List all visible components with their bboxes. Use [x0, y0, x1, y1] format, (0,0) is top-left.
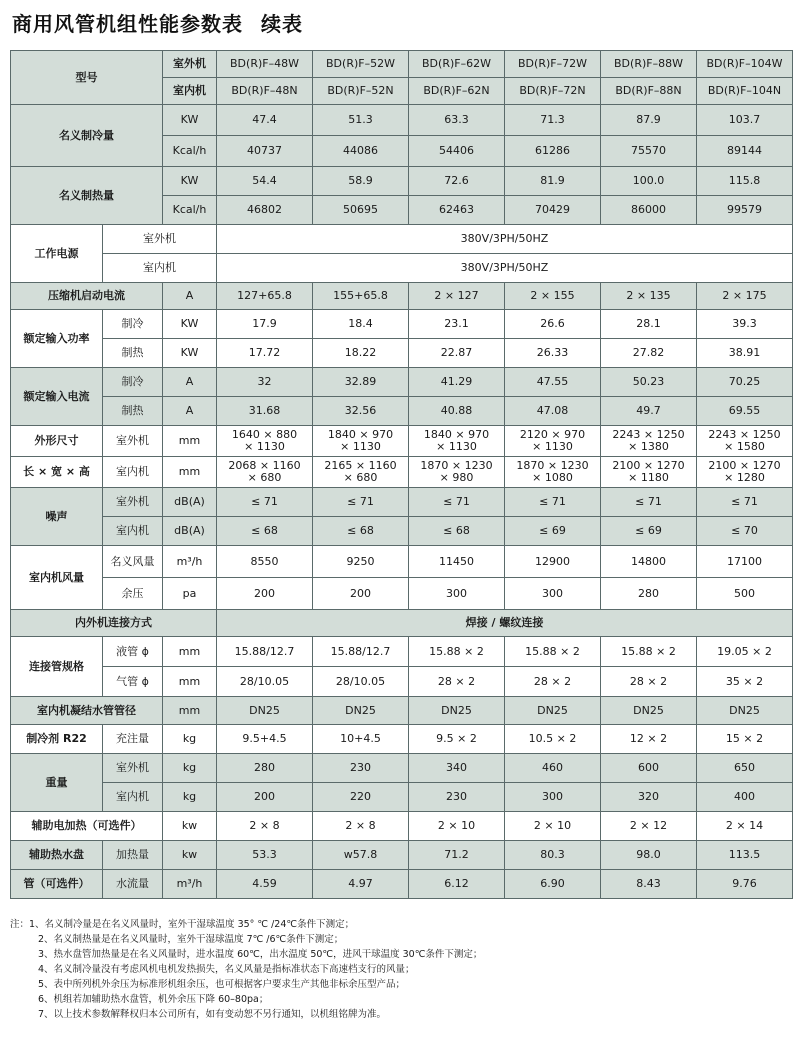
cell-line: × 1580 — [724, 440, 765, 453]
cell-line: 2243 × 1250 — [612, 428, 685, 441]
value-cell: 22.87 — [409, 339, 505, 368]
table-row — [11, 488, 793, 517]
value-cell: BD(R)F–48N — [217, 78, 313, 105]
unit-cell: m³/h — [163, 546, 217, 578]
cell-line: 2068 × 1160 — [228, 459, 301, 472]
value-cell: 40737 — [217, 136, 313, 167]
value-cell: 300 — [409, 578, 505, 610]
value-cell: 71.3 — [505, 105, 601, 136]
cell-line: 2243 × 1250 — [708, 428, 781, 441]
value-cell: 200 — [217, 578, 313, 610]
label-model: 型号 — [11, 51, 163, 105]
value-cell: 2 × 12 — [601, 812, 697, 841]
table-row — [11, 397, 793, 426]
table-row — [11, 783, 793, 812]
table-row — [11, 812, 793, 841]
value-cell — [697, 426, 793, 457]
sub-label: 气管 ϕ — [103, 667, 163, 697]
value-cell: 17100 — [697, 546, 793, 578]
value-cell — [313, 457, 409, 488]
value-cell: BD(R)F–104W — [697, 51, 793, 78]
sub-label: 室外机 — [103, 426, 163, 457]
value-cell: 41.29 — [409, 368, 505, 397]
unit-cell: mm — [163, 637, 217, 667]
label-input-current: 额定输入电流 — [11, 368, 103, 426]
unit-cell: mm — [163, 697, 217, 725]
value-cell: 28/10.05 — [313, 667, 409, 697]
value-cell: 51.3 — [313, 105, 409, 136]
table-row — [11, 457, 793, 488]
value-cell: 8.43 — [601, 870, 697, 899]
value-cell: 32 — [217, 368, 313, 397]
value-cell: ≤ 70 — [697, 517, 793, 546]
value-cell: 155+65.8 — [313, 283, 409, 310]
value-cell: 500 — [697, 578, 793, 610]
value-cell: 4.97 — [313, 870, 409, 899]
value-cell: 200 — [313, 578, 409, 610]
cell-line: × 680 — [343, 471, 378, 484]
value-cell: 127+65.8 — [217, 283, 313, 310]
sub-label: 制热 — [103, 397, 163, 426]
sub-label: 水流量 — [103, 870, 163, 899]
note-line: 注：1、名义制冷量是在名义风量时，室外干湿球温度 35° ℃ /24℃条件下测定； — [10, 919, 355, 930]
value-cell: ≤ 68 — [217, 517, 313, 546]
value-cell: 100.0 — [601, 167, 697, 196]
table-row — [11, 426, 793, 457]
table-row — [11, 610, 793, 637]
unit-cell: KW — [163, 105, 217, 136]
value-cell: 35 × 2 — [697, 667, 793, 697]
sub-label: 室内机 — [103, 457, 163, 488]
value-cell: 26.6 — [505, 310, 601, 339]
value-cell: 2 × 155 — [505, 283, 601, 310]
table-row — [11, 254, 793, 283]
cell-line: × 980 — [439, 471, 474, 484]
table-row — [11, 517, 793, 546]
unit-cell: mm — [163, 667, 217, 697]
value-cell: 230 — [409, 783, 505, 812]
value-cell: 9.76 — [697, 870, 793, 899]
value-cell: 12900 — [505, 546, 601, 578]
value-cell: 10+4.5 — [313, 725, 409, 754]
unit-cell: mm — [163, 426, 217, 457]
value-cell: 18.4 — [313, 310, 409, 339]
cell-line: × 1280 — [724, 471, 765, 484]
label-dimensions: 外形尺寸 — [11, 426, 103, 457]
value-cell: ≤ 68 — [409, 517, 505, 546]
value-cell: 17.72 — [217, 339, 313, 368]
label-hot-water-optional: 管（可选件） — [11, 870, 103, 899]
label-noise: 噪声 — [11, 488, 103, 546]
value-cell: 27.82 — [601, 339, 697, 368]
spec-table — [10, 50, 793, 899]
value-cell: ≤ 71 — [409, 488, 505, 517]
value-cell: 32.89 — [313, 368, 409, 397]
cell-line: 1870 × 1230 — [516, 459, 589, 472]
value-cell: 38.91 — [697, 339, 793, 368]
value-cell: 61286 — [505, 136, 601, 167]
cell-line: 1840 × 970 — [327, 428, 394, 441]
value-cell: 10.5 × 2 — [505, 725, 601, 754]
value-cell: 47.4 — [217, 105, 313, 136]
note-line: 3、热水盘管加热量是在名义风量时，进水温度 60℃，出水温度 50℃，进风干球温度 30℃条件下测定； — [38, 949, 483, 960]
value-cell: 80.3 — [505, 841, 601, 870]
value-cell: 600 — [601, 754, 697, 783]
value-cell: 320 — [601, 783, 697, 812]
cell-line: × 1080 — [532, 471, 573, 484]
sub-label: 室外机 — [103, 225, 217, 254]
value-cell: 12 × 2 — [601, 725, 697, 754]
table-row — [11, 725, 793, 754]
sub-label: 室内机 — [103, 517, 163, 546]
unit-cell: mm — [163, 457, 217, 488]
sub-label: 充注量 — [103, 725, 163, 754]
value-cell: 75570 — [601, 136, 697, 167]
note-line: 7、以上技术参数解释权归本公司所有，如有变动恕不另行通知，以机组铭牌为准。 — [38, 1009, 387, 1020]
value-cell: 54406 — [409, 136, 505, 167]
value-cell: 焊接 / 螺纹连接 — [217, 610, 793, 637]
value-cell — [313, 426, 409, 457]
sub-label: 室外机 — [163, 51, 217, 78]
value-cell: 62463 — [409, 196, 505, 225]
cell-line: 2120 × 970 — [519, 428, 586, 441]
value-cell: 40.88 — [409, 397, 505, 426]
value-cell: ≤ 71 — [505, 488, 601, 517]
value-cell: 28/10.05 — [217, 667, 313, 697]
value-cell: 72.6 — [409, 167, 505, 196]
value-cell: 11450 — [409, 546, 505, 578]
value-cell: 8550 — [217, 546, 313, 578]
value-cell: DN25 — [409, 697, 505, 725]
table-row — [11, 546, 793, 578]
value-cell: BD(R)F–52N — [313, 78, 409, 105]
value-cell: 19.05 × 2 — [697, 637, 793, 667]
cell-line: × 1130 — [244, 440, 285, 453]
value-cell: 50695 — [313, 196, 409, 225]
value-cell: 15.88/12.7 — [217, 637, 313, 667]
value-cell: 87.9 — [601, 105, 697, 136]
unit-cell: kg — [163, 783, 217, 812]
unit-cell: KW — [163, 310, 217, 339]
note-line: 2、名义制热量是在名义风量时，室外干湿球温度 7℃ /6℃条件下测定； — [38, 934, 344, 945]
cell-line: × 1380 — [628, 440, 669, 453]
table-row — [11, 841, 793, 870]
cell-line: 1640 × 880 — [231, 428, 298, 441]
value-cell: 53.3 — [217, 841, 313, 870]
value-cell: BD(R)F–104N — [697, 78, 793, 105]
value-cell: DN25 — [313, 697, 409, 725]
value-cell: 113.5 — [697, 841, 793, 870]
value-cell: 50.23 — [601, 368, 697, 397]
label-heating: 名义制热量 — [11, 167, 163, 225]
unit-cell: kg — [163, 725, 217, 754]
value-cell: 32.56 — [313, 397, 409, 426]
label-connection: 内外机连接方式 — [11, 610, 217, 637]
cell-line: × 1130 — [436, 440, 477, 453]
sub-label: 制冷 — [103, 310, 163, 339]
value-cell: 31.68 — [217, 397, 313, 426]
value-cell: 9250 — [313, 546, 409, 578]
value-cell — [505, 426, 601, 457]
value-cell: 71.2 — [409, 841, 505, 870]
unit-cell: A — [163, 397, 217, 426]
cell-line: × 1130 — [340, 440, 381, 453]
value-cell — [601, 426, 697, 457]
value-cell: 81.9 — [505, 167, 601, 196]
table-row — [11, 225, 793, 254]
value-cell: 28 × 2 — [409, 667, 505, 697]
table-row — [11, 667, 793, 697]
unit-cell: dB(A) — [163, 488, 217, 517]
label-weight: 重量 — [11, 754, 103, 812]
value-cell: 49.7 — [601, 397, 697, 426]
notes — [10, 917, 790, 1022]
value-cell: 2 × 135 — [601, 283, 697, 310]
value-cell — [217, 457, 313, 488]
label-input-power: 额定输入功率 — [11, 310, 103, 368]
value-cell: 47.08 — [505, 397, 601, 426]
table-row — [11, 283, 793, 310]
value-cell: 9.5+4.5 — [217, 725, 313, 754]
value-cell: 9.5 × 2 — [409, 725, 505, 754]
value-cell: 15.88 × 2 — [601, 637, 697, 667]
table-row — [11, 754, 793, 783]
value-cell: 46802 — [217, 196, 313, 225]
label-start-current: 压缩机启动电流 — [11, 283, 163, 310]
page-title-main: 商用风管机组性能参数表 — [12, 12, 243, 36]
table-row — [11, 697, 793, 725]
value-cell: 98.0 — [601, 841, 697, 870]
value-cell: w57.8 — [313, 841, 409, 870]
sub-label: 室内机 — [103, 254, 217, 283]
value-cell: 44086 — [313, 136, 409, 167]
sub-label: 余压 — [103, 578, 163, 610]
label-drain: 室内机凝结水管管径 — [11, 697, 163, 725]
value-cell: 6.90 — [505, 870, 601, 899]
value-cell: BD(R)F–48W — [217, 51, 313, 78]
value-cell: 39.3 — [697, 310, 793, 339]
value-cell — [217, 426, 313, 457]
label-pipe: 连接管规格 — [11, 637, 103, 697]
value-cell: 230 — [313, 754, 409, 783]
value-cell: BD(R)F–52W — [313, 51, 409, 78]
value-cell: 380V/3PH/50HZ — [217, 254, 793, 283]
label-hot-water: 辅助热水盘 — [11, 841, 103, 870]
cell-line: 2100 × 1270 — [708, 459, 781, 472]
value-cell — [505, 457, 601, 488]
label-power-supply: 工作电源 — [11, 225, 103, 283]
cell-line: × 1130 — [532, 440, 573, 453]
value-cell: 200 — [217, 783, 313, 812]
value-cell: 28 × 2 — [601, 667, 697, 697]
unit-cell: pa — [163, 578, 217, 610]
value-cell — [409, 426, 505, 457]
unit-cell: A — [163, 368, 217, 397]
value-cell: 18.22 — [313, 339, 409, 368]
value-cell: 86000 — [601, 196, 697, 225]
value-cell: 2 × 127 — [409, 283, 505, 310]
table-row — [11, 339, 793, 368]
page-title — [12, 8, 303, 37]
value-cell: 70.25 — [697, 368, 793, 397]
cell-line: 2165 × 1160 — [324, 459, 397, 472]
unit-cell: kw — [163, 841, 217, 870]
value-cell: 460 — [505, 754, 601, 783]
label-refrigerant: 制冷剂 R22 — [11, 725, 103, 754]
value-cell: 28 × 2 — [505, 667, 601, 697]
value-cell: ≤ 71 — [697, 488, 793, 517]
sub-label: 室内机 — [163, 78, 217, 105]
value-cell: 650 — [697, 754, 793, 783]
unit-cell: Kcal/h — [163, 136, 217, 167]
unit-cell: kg — [163, 754, 217, 783]
value-cell: 70429 — [505, 196, 601, 225]
sub-label: 液管 ϕ — [103, 637, 163, 667]
value-cell: DN25 — [505, 697, 601, 725]
unit-cell: A — [163, 283, 217, 310]
table-row — [11, 167, 793, 196]
value-cell: 15 × 2 — [697, 725, 793, 754]
value-cell: ≤ 71 — [313, 488, 409, 517]
cell-line: × 1180 — [628, 471, 669, 484]
unit-cell: Kcal/h — [163, 196, 217, 225]
sub-label: 制冷 — [103, 368, 163, 397]
value-cell: 300 — [505, 578, 601, 610]
unit-cell: KW — [163, 167, 217, 196]
note-line: 6、机组若加辅助热水盘管，机外余压下降 60–80pa； — [38, 994, 269, 1005]
table-row — [11, 637, 793, 667]
table-row — [11, 578, 793, 610]
value-cell — [697, 457, 793, 488]
value-cell: 23.1 — [409, 310, 505, 339]
label-indoor-airflow: 室内机风量 — [11, 546, 103, 610]
value-cell: 58.9 — [313, 167, 409, 196]
table-row — [11, 105, 793, 136]
sub-label: 室内机 — [103, 783, 163, 812]
value-cell: DN25 — [217, 697, 313, 725]
value-cell: 17.9 — [217, 310, 313, 339]
value-cell: DN25 — [601, 697, 697, 725]
value-cell: 4.59 — [217, 870, 313, 899]
value-cell: 15.88 × 2 — [409, 637, 505, 667]
value-cell: BD(R)F–88N — [601, 78, 697, 105]
unit-cell: dB(A) — [163, 517, 217, 546]
value-cell: 89144 — [697, 136, 793, 167]
label-elec-heat: 辅助电加热（可选件） — [11, 812, 163, 841]
sub-label: 制热 — [103, 339, 163, 368]
sub-label: 室外机 — [103, 754, 163, 783]
value-cell: BD(R)F–72N — [505, 78, 601, 105]
value-cell: 280 — [601, 578, 697, 610]
value-cell: 69.55 — [697, 397, 793, 426]
value-cell — [601, 457, 697, 488]
unit-cell: m³/h — [163, 870, 217, 899]
value-cell: 28.1 — [601, 310, 697, 339]
value-cell: 400 — [697, 783, 793, 812]
value-cell: 2 × 10 — [505, 812, 601, 841]
value-cell: 26.33 — [505, 339, 601, 368]
value-cell: 2 × 8 — [313, 812, 409, 841]
sub-label: 室外机 — [103, 488, 163, 517]
unit-cell: KW — [163, 339, 217, 368]
table-row — [11, 368, 793, 397]
cell-line: × 680 — [247, 471, 282, 484]
cell-line: 1840 × 970 — [423, 428, 490, 441]
value-cell: 103.7 — [697, 105, 793, 136]
value-cell: BD(R)F–72W — [505, 51, 601, 78]
value-cell: ≤ 69 — [601, 517, 697, 546]
page-title-sub: 续表 — [261, 12, 303, 36]
value-cell: 280 — [217, 754, 313, 783]
value-cell: ≤ 68 — [313, 517, 409, 546]
table-row — [11, 51, 793, 78]
note-line: 5、表中所列机外余压为标准形机组余压，也可根据客户要求生产其他非标余压型产品； — [38, 979, 406, 990]
value-cell: ≤ 71 — [601, 488, 697, 517]
value-cell: BD(R)F–88W — [601, 51, 697, 78]
value-cell: 380V/3PH/50HZ — [217, 225, 793, 254]
value-cell: ≤ 71 — [217, 488, 313, 517]
label-dimensions-lwh: 长 × 宽 × 高 — [11, 457, 103, 488]
value-cell: 2 × 8 — [217, 812, 313, 841]
value-cell: 300 — [505, 783, 601, 812]
unit-cell: kw — [163, 812, 217, 841]
value-cell — [409, 457, 505, 488]
value-cell: 54.4 — [217, 167, 313, 196]
value-cell: 2 × 175 — [697, 283, 793, 310]
label-cooling: 名义制冷量 — [11, 105, 163, 167]
table-row — [11, 310, 793, 339]
value-cell: 14800 — [601, 546, 697, 578]
value-cell: 99579 — [697, 196, 793, 225]
table-row — [11, 870, 793, 899]
value-cell: 63.3 — [409, 105, 505, 136]
value-cell: DN25 — [697, 697, 793, 725]
value-cell: BD(R)F–62W — [409, 51, 505, 78]
value-cell: 2 × 14 — [697, 812, 793, 841]
cell-line: 1870 × 1230 — [420, 459, 493, 472]
value-cell: 15.88/12.7 — [313, 637, 409, 667]
value-cell: ≤ 69 — [505, 517, 601, 546]
value-cell: 115.8 — [697, 167, 793, 196]
value-cell: 6.12 — [409, 870, 505, 899]
value-cell: 47.55 — [505, 368, 601, 397]
value-cell: BD(R)F–62N — [409, 78, 505, 105]
sub-label: 名义风量 — [103, 546, 163, 578]
value-cell: 15.88 × 2 — [505, 637, 601, 667]
value-cell: 340 — [409, 754, 505, 783]
note-line: 4、名义制冷量没有考虑风机电机发热损失，名义风量是指标准状态下高速档支行的风量； — [38, 964, 415, 975]
value-cell: 2 × 10 — [409, 812, 505, 841]
value-cell: 220 — [313, 783, 409, 812]
sub-label: 加热量 — [103, 841, 163, 870]
cell-line: 2100 × 1270 — [612, 459, 685, 472]
